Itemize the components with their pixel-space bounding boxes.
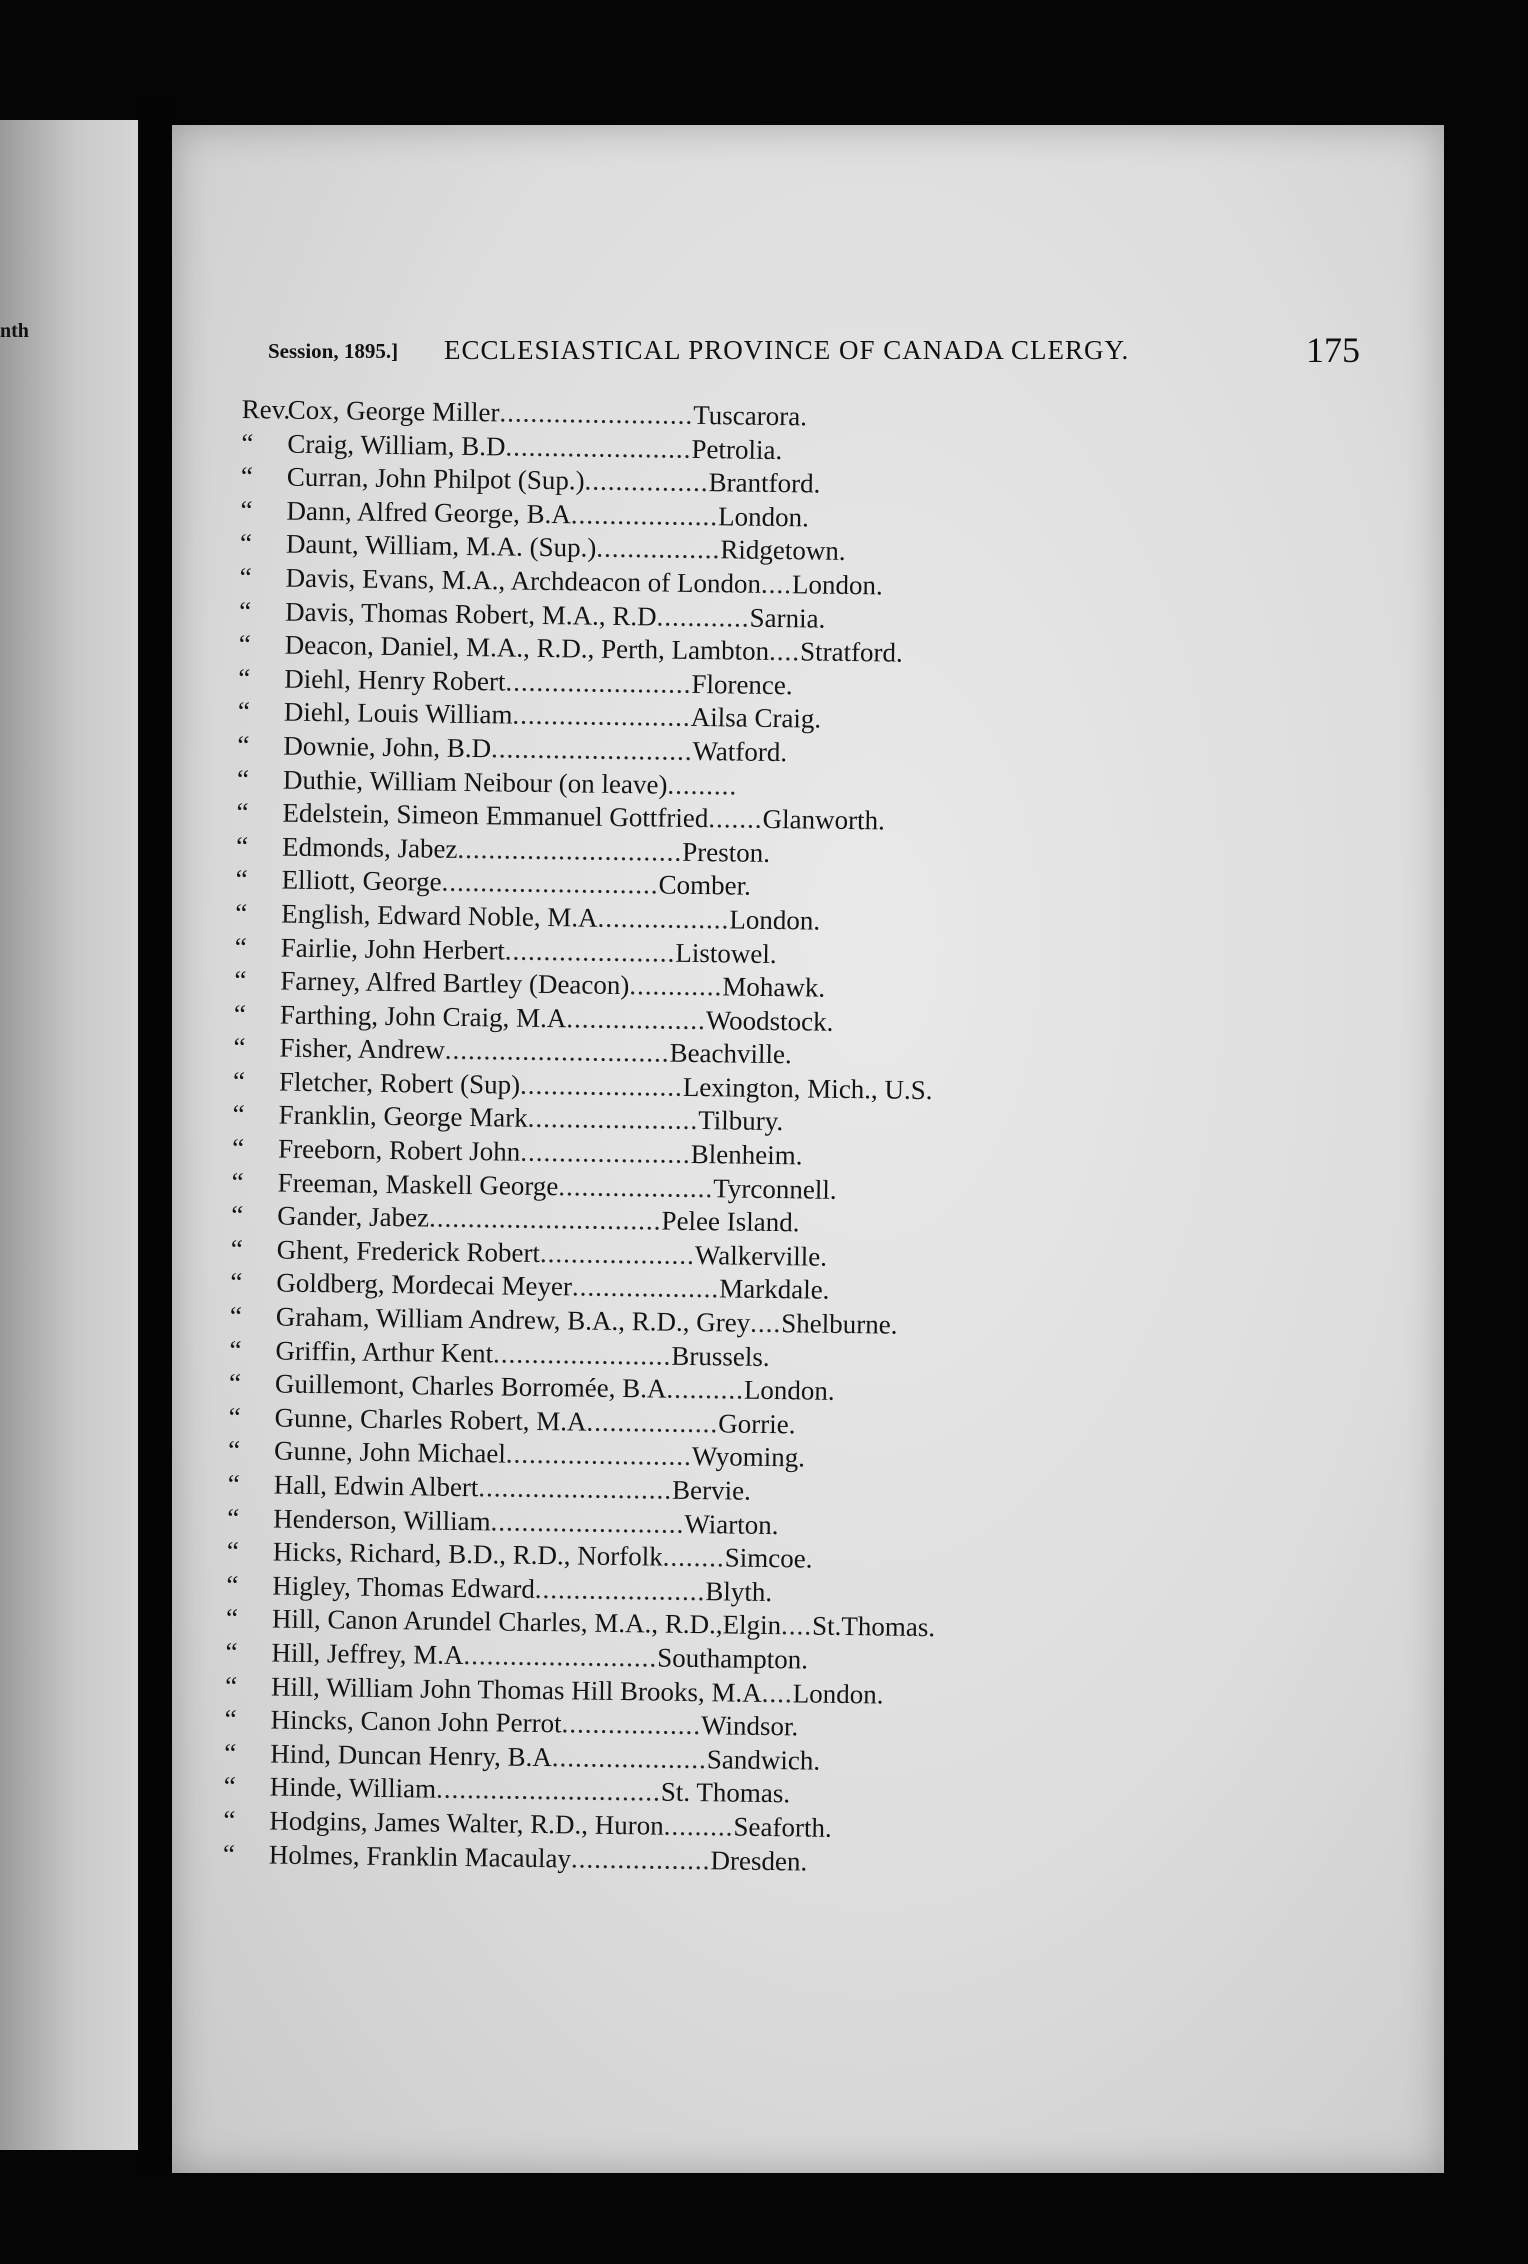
leader-dots: ......................... [463,1639,658,1673]
ditto-prefix: “ [232,1099,245,1130]
leader-dots: ..................... [519,1069,684,1102]
clergy-name: Deacon, Daniel, M.A., R.D., Perth, Lambton [284,629,770,667]
leader-dots: .... [780,1610,813,1641]
clergy-name: Gander, Jabez [277,1200,430,1233]
clergy-name: Edmonds, Jabez [281,831,458,864]
parish-place: Simcoe. [724,1542,813,1574]
ditto-prefix: “ [235,864,248,895]
clergy-name: Graham, William Andrew, B.A., R.D., Grey [275,1301,751,1338]
leader-dots: ............................. [444,1034,670,1068]
clergy-name: Hincks, Canon John Perrot [270,1704,562,1739]
parish-place: Petrolia. [691,433,783,465]
parish-place: Seaforth. [733,1811,832,1843]
parish-place: Gorrie. [718,1408,796,1440]
clergy-name: Holmes, Franklin Macaulay [268,1839,572,1873]
clergy-name: Farney, Alfred Bartley (Deacon) [280,965,630,1001]
clergy-name: Higley, Thomas Edward [272,1570,536,1604]
clergy-name: Downie, John, B.D [283,730,492,764]
leader-dots: ............................ [441,866,659,900]
ditto-prefix: “ [239,528,253,559]
parish-place: Tyrconnell. [713,1172,837,1205]
ditto-prefix: “ [230,1267,243,1298]
leader-dots: ......................... [478,1472,673,1505]
leader-dots: ................. [586,1406,719,1439]
parish-place: Preston. [682,836,771,868]
book-page [172,125,1444,2173]
leader-dots: ...................... [534,1573,706,1606]
parish-place: London. [792,1677,884,1710]
parish-place: Wiarton. [684,1508,779,1540]
running-header [268,330,1360,373]
clergy-name: Goldberg, Mordecai Meyer [276,1267,573,1302]
ditto-prefix: “ [234,897,248,929]
parish-place: Bervie. [671,1474,752,1506]
leader-dots: .............................. [428,1202,662,1236]
clergy-name: Curran, John Philpot (Sup.) [286,461,585,496]
ditto-prefix: “ [236,797,249,828]
ditto-prefix: “ [224,1737,237,1768]
leader-dots: ................ [584,465,709,498]
ditto-prefix: “ [237,696,251,727]
clergy-name: Hodgins, James Walter, R.D., Huron [269,1805,664,1841]
clergy-name: Gunne, John Michael [273,1435,507,1469]
parish-place: Brussels. [671,1340,770,1372]
ditto-prefix: “ [234,931,247,962]
ditto-prefix: “ [231,1166,244,1197]
parish-place: Walkerville. [694,1239,828,1272]
leader-dots: .... [750,1307,782,1339]
leader-dots: ............................. [435,1774,662,1807]
parish-place: Blyth. [705,1575,773,1607]
ditto-prefix: “ [237,729,250,761]
parish-place: Florence. [691,668,793,700]
leader-dots: ....... [708,803,763,834]
leader-dots: ................. [597,902,730,935]
parish-place: London. [717,501,810,533]
leader-dots: .......... [666,1373,745,1405]
leader-dots: .... [761,1677,793,1708]
parish-place: Brantford. [708,467,821,499]
parish-place: Ailsa Craig. [690,702,822,734]
clergy-name: Guillemont, Charles Borromée, B.A [274,1368,667,1404]
leader-dots: ................... [570,499,719,532]
clergy-name: Freeman, Maskell George [277,1167,559,1201]
ditto-prefix: “ [238,595,252,626]
ditto-prefix: “ [240,461,254,492]
ditto-prefix: “ [235,830,249,861]
facing-page-fragment: nth [0,320,29,342]
leader-dots: ...................... [520,1136,691,1170]
clergy-name: Fletcher, Robert (Sup) [278,1066,521,1100]
parish-place: Comber. [658,869,752,902]
parish-place: Watford. [692,735,788,768]
leader-dots: ........ [662,1541,725,1573]
parish-place: St.Thomas. [811,1610,936,1643]
ditto-prefix: “ [227,1502,240,1533]
leader-dots: .......................... [490,733,693,766]
parish-place: Pelee Island. [661,1205,800,1238]
leader-dots: ................ [596,533,721,565]
ditto-prefix: “ [229,1334,242,1365]
parish-place: Wyoming. [691,1441,806,1473]
ditto-prefix: “ [224,1670,238,1701]
leader-dots: .................... [558,1170,714,1203]
clergy-name: Hill, William John Thomas Hill Brooks, M.A [270,1671,762,1708]
session-label: Session, 1895.] [268,339,399,363]
ditto-prefix: “ [227,1468,240,1500]
parish-place: Southampton. [657,1642,809,1675]
leader-dots: ......... [667,769,738,801]
clergy-list [223,393,1402,1886]
parish-place: Dresden. [710,1844,808,1877]
ditto-prefix: “ [233,1032,246,1063]
parish-place: Tilbury. [698,1105,784,1137]
leader-dots: ......................... [490,1505,685,1539]
leader-dots: ............................. [457,833,683,867]
clergy-name: Hall, Edwin Albert [273,1469,479,1503]
parish-place: Blenheim. [690,1139,803,1171]
leader-dots: .................. [561,1708,702,1741]
parish-place: Lexington, Mich., U.S. [682,1071,933,1105]
clergy-name: Griffin, Arthur Kent [275,1335,494,1368]
ditto-prefix: “ [226,1536,240,1567]
ditto-prefix: “ [226,1569,239,1600]
clergy-name: Hill, Canon Arundel Charles, M.A., R.D.,Elgin [271,1603,782,1641]
leader-dots: ............ [656,601,750,633]
clergy-name: Edelstein, Simeon Emmanuel Gottfried [282,797,709,834]
clergy-name: Diehl, Henry Robert [284,663,506,697]
parish-place: Tuscarora. [693,399,808,432]
facing-page-edge [0,120,138,2150]
leader-dots: .................. [570,1842,711,1875]
ditto-prefix: “ [229,1300,243,1332]
ditto-prefix: Rev. [241,393,291,425]
ditto-prefix: “ [238,662,251,693]
parish-place: Glanworth. [762,803,886,836]
page-number: 175 [1306,330,1360,370]
ditto-prefix: “ [230,1233,243,1264]
ditto-prefix: “ [223,1804,236,1835]
parish-place: London. [743,1374,835,1407]
parish-place: Sandwich. [706,1743,821,1776]
ditto-prefix: “ [239,561,252,593]
ditto-prefix: “ [240,494,253,525]
parish-place: Listowel. [675,937,777,969]
ditto-prefix: “ [224,1704,237,1735]
leader-dots: ...................... [504,934,676,968]
ditto-prefix: “ [238,629,251,660]
parish-place: Shelburne. [781,1308,898,1340]
parish-place: St. Thomas. [660,1776,791,1809]
clergy-name: Craig, William, B.D [287,428,506,462]
leader-dots: .... [768,636,801,667]
clergy-name: Hill, Jeffrey, M.A [271,1637,464,1670]
ditto-prefix: “ [225,1603,239,1634]
clergy-name: Dann, Alfred George, B.A [286,495,572,530]
clergy-name: Fisher, Andrew [279,1032,446,1065]
clergy-name: Ghent, Frederick Robert [276,1234,541,1268]
ditto-prefix: “ [222,1838,236,1869]
leader-dots: ...................... [527,1103,699,1136]
leader-dots: .................. [566,1002,707,1035]
ditto-prefix: “ [231,1200,244,1231]
parish-place: Sarnia. [749,602,826,634]
leader-dots: ......................... [499,397,694,430]
leader-dots: .................... [551,1741,708,1774]
ditto-prefix: “ [236,763,250,794]
leader-dots: ................... [571,1271,720,1304]
clergy-name: Davis, Thomas Robert, M.A., R.D [284,596,657,632]
ditto-prefix: “ [231,1132,245,1164]
clergy-name: Freeborn, Robert John [277,1133,521,1167]
ditto-prefix: “ [233,998,247,1029]
clergy-name: English, Edward Noble, M.A [280,898,598,933]
parish-place: Woodstock. [705,1004,834,1037]
clergy-name: Hicks, Richard, B.D., R.D., Norfolk [272,1536,663,1572]
clergy-name: Gunne, Charles Robert, M.A [274,1402,587,1437]
clergy-name: Cox, George Miller [287,394,500,428]
leader-dots: ........................ [505,1438,693,1472]
leader-dots: ........................ [505,431,692,464]
clergy-name: Diehl, Louis William [283,696,513,730]
leader-dots: .................... [539,1237,696,1270]
ditto-prefix: “ [223,1771,236,1802]
clergy-name: Hind, Duncan Henry, B.A [270,1738,553,1772]
clergy-name: Davis, Evans, M.A., Archdeacon of London [285,562,762,599]
clergy-name: Franklin, George Mark [278,1100,528,1134]
leader-dots: ....................... [512,699,691,733]
leader-dots: ........................ [505,666,692,699]
ditto-prefix: “ [232,1065,246,1096]
leader-dots: .... [760,568,793,600]
clergy-name: Duthie, William Neibour (on leave) [282,764,668,800]
ditto-prefix: “ [228,1401,241,1432]
leader-dots: ......... [663,1810,734,1842]
page-title: ECCLESIASTICAL PROVINCE OF CANADA CLERGY. [444,335,1130,365]
parish-place: Beachville. [669,1037,792,1070]
parish-place: Ridgetown. [720,534,846,567]
book-gutter [138,100,172,2170]
leader-dots: ............ [629,970,723,1002]
clergy-name: Daunt, William, M.A. (Sup.) [285,528,597,564]
parish-place: London. [729,904,821,936]
ditto-prefix: “ [227,1435,241,1466]
clergy-name: Fairlie, John Herbert [280,932,506,965]
parish-place: Windsor. [700,1710,799,1742]
parish-place: London. [791,569,883,601]
parish-place: Mohawk. [722,971,826,1003]
leader-dots: ....................... [492,1337,672,1371]
clergy-name: Farthing, John Craig, M.A [279,999,567,1033]
ditto-prefix: “ [225,1636,238,1668]
clergy-name: Elliott, George [281,864,442,897]
clergy-name: Henderson, William [273,1503,491,1536]
ditto-prefix: “ [241,427,254,458]
parish-place: Stratford. [799,636,903,668]
parish-place: Markdale. [719,1273,830,1306]
ditto-prefix: “ [234,965,247,996]
ditto-prefix: “ [228,1368,242,1399]
clergy-name: Hinde, William [269,1771,437,1805]
